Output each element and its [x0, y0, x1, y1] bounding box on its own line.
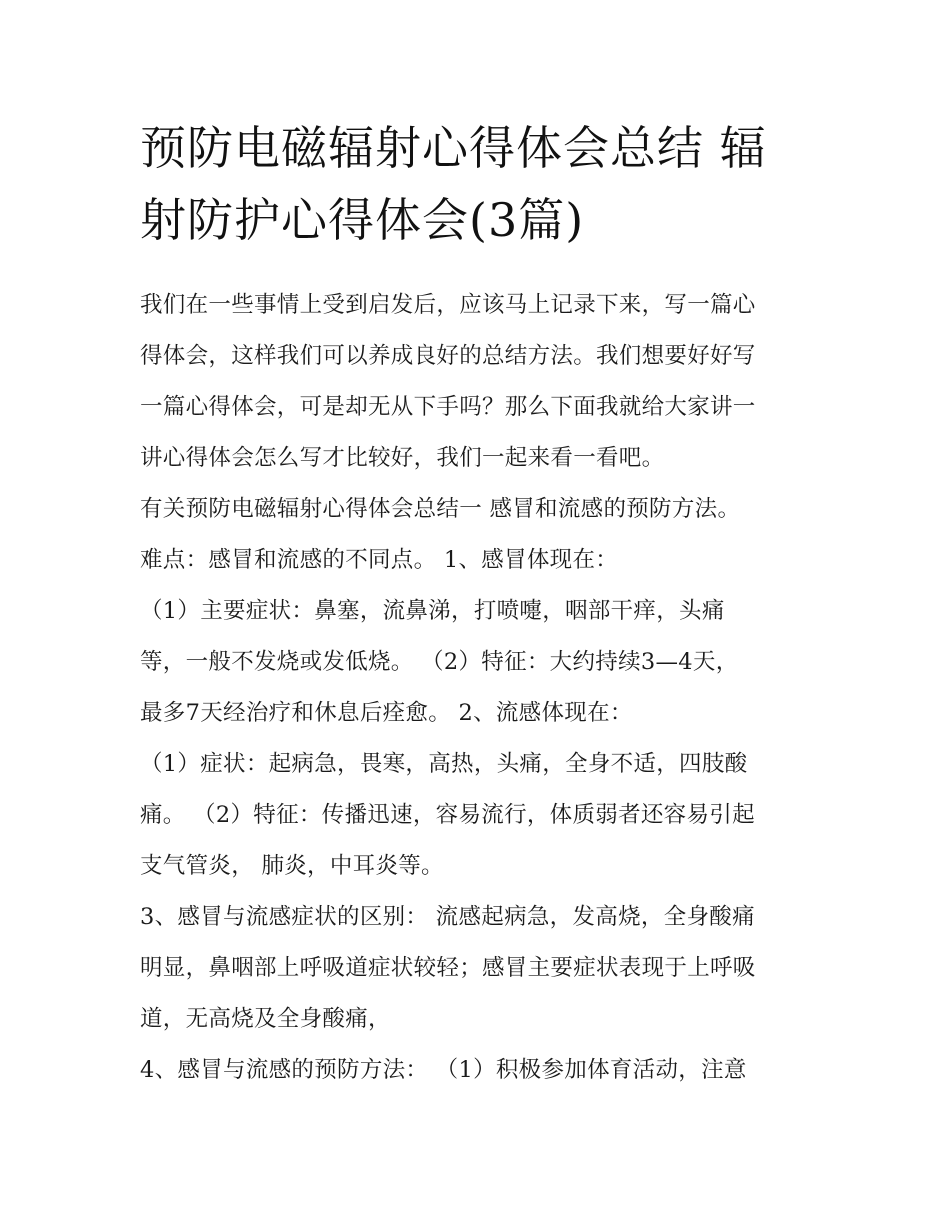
- body-paragraph-prevention: 4、感冒与流感的预防方法： （1）积极参加体育活动，注意: [140, 1057, 747, 1083]
- body-paragraph-flu-symptoms: （1）症状：起病急，畏寒，高热，头痛，全身不适，四肢酸 痛。 （2）特征：传播迅速，容易流行，体质弱者还容易引起 支气管炎， 肺炎，中耳炎等。: [140, 751, 755, 879]
- body-paragraph-cold-symptoms: （1）主要症状：鼻塞，流鼻涕，打喷嚏，咽部干痒，头痛 等，一般不发烧或发低烧。 （2）特征：大约持续3—4天， 最多7天经治疗和休息后痊愈。 2、流感体现在：: [140, 598, 739, 726]
- body-paragraph-topic: 有关预防电磁辐射心得体会总结一 感冒和流感的预防方法。 难点：感冒和流感的不同点。 1、感冒体现在：: [140, 496, 741, 573]
- document-title: 预防电磁辐射心得体会总结 辐 射防护心得体会(3篇): [140, 121, 767, 247]
- document-page: [140, 112, 820, 1096]
- body-paragraph-differences: 3、感冒与流感症状的区别： 流感起病急，发高烧，全身酸痛 明显，鼻咽部上呼吸道症状较轻；感冒主要症状表现于上呼吸 道，无高烧及全身酸痛，: [140, 904, 756, 1032]
- body-paragraph-intro: 我们在一些事情上受到启发后，应该马上记录下来，写一篇心 得体会，这样我们可以养成良好的总结方法。我们想要好好写 一篇心得体会，可是却无从下手吗？那么下面我就给大家讲一 讲心得体会怎么写才比较好，我们一起来看一看吧。: [140, 292, 756, 471]
- document-body: [140, 280, 820, 1096]
